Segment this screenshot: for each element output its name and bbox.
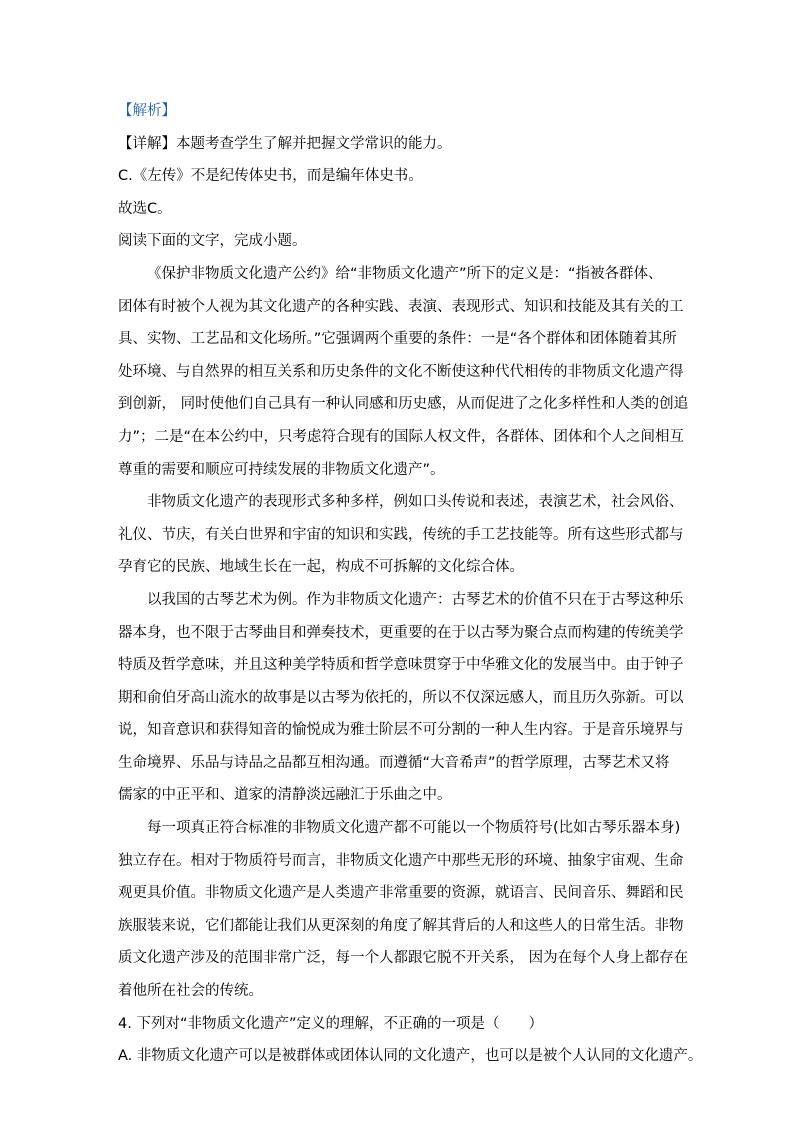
paragraph-line: 族服装来说，它们都能让我们从更深刻的角度了解其背后的人和这些人的日常生活。非物 <box>118 917 684 934</box>
paragraph-line: 独立存在。相对于物质符号而言，非物质文化遗产中那些无形的环境、抽象宇宙观、生命 <box>118 852 684 869</box>
paragraph-line: 生命境界、乐品与诗品之品都互相沟通。而遵循“大音希声”的哲学原理，古琴艺术又将 <box>118 754 670 771</box>
analysis-detail: 【详解】本题考查学生了解并把握文学常识的能力。 <box>118 135 452 152</box>
paragraph-line: 处环境、与自然界的相互关系和历史条件的文化不断使这种代代相传的非物质文化遗产得 <box>118 363 684 380</box>
paragraph-line: 团体有时被个人视为其文化遗产的各种实践、表演、表现形式、知识和技能及其有关的工 <box>118 298 684 315</box>
paragraph-line: 儒家的中正平和、道家的清静淡远融汇于乐曲之中。 <box>118 787 452 804</box>
document-page <box>118 100 703 1078</box>
paragraph-line: 《保护非物质文化遗产公约》给“非物质文化遗产”所下的定义是：“指被各群体、 <box>147 265 663 282</box>
paragraph-line: 到创新， 同时使他们自己具有一种认同感和历史感，从而促进了之化多样性和人类的创追 <box>118 396 689 413</box>
paragraph-line: 每一项真正符合标准的非物质文化遗产都不可能以一个物质符号(比如古琴乐器本身) <box>147 820 681 837</box>
paragraph-line: 质文化遗产涉及的范围非常广泛，每一个人都跟它脱不开关系， 因为在每个人身上都存在 <box>118 950 689 967</box>
option-a: A. 非物质文化遗产可以是被群体或团体认同的文化遗产，也可以是被个人认同的文化遗产。 <box>118 1048 703 1065</box>
paragraph-line: 力”；二是“在本公约中，只考虑符合现有的国际人权文件，各群体、团体和个人之间相互 <box>118 428 685 445</box>
paragraph-line: 尊重的需要和顺应可持续发展的非物质文化遗产”。 <box>118 461 445 478</box>
paragraph-line: 具、实物、工艺品和文化场所。”它强调两个重要的条件：一是“各个群体和团体随着其所 <box>118 331 677 348</box>
question-stem: 4. 下列对“非物质文化遗产”定义的理解，不正确的一项是（ ） <box>118 1015 543 1032</box>
paragraph-line: 礼仪、节庆，有关白世界和宇宙的知识和实践，传统的手工艺技能等。所有这些形式都与 <box>118 526 684 543</box>
paragraph-line: 孕育它的民族、地域生长在一起，构成不可拆解的文化综合体。 <box>118 559 524 576</box>
paragraph-line: 特质及哲学意味，并且这种美学特质和哲学意味贯穿于中华雅文化的发展当中。由于钟子 <box>118 657 684 674</box>
paragraph-line: 观更具价值。非物质文化遗产是人类遗产非常重要的资源，就语言、民间音乐、舞蹈和民 <box>118 885 684 902</box>
passage-paragraph <box>118 589 684 808</box>
passage-paragraph <box>118 817 689 1003</box>
analysis-heading: 【解析】 <box>118 103 176 119</box>
passage-paragraph <box>118 491 684 579</box>
analysis-c-note: C.《左传》不是纪传体史书，而是编年体史书。 <box>118 168 423 185</box>
passage-paragraph <box>118 263 689 482</box>
paragraph-line: 非物质文化遗产的表现形式多种多样，例如口头传说和表述，表演艺术，社会风俗、 <box>147 494 684 511</box>
paragraph-line: 以我国的古琴艺术为例。作为非物质文化遗产：古琴艺术的价值不只在于古琴这种乐 <box>147 591 684 608</box>
paragraph-line: 说，知音意识和获得知音的愉悦成为雅士阶层不可分割的一种人生内容。于是音乐境界与 <box>118 722 684 739</box>
reading-instruction: 阅读下面的文字，完成小题。 <box>118 233 307 250</box>
paragraph-line: 器本身，也不限于古琴曲目和弹奏技术，更重要的在于以古琴为聚合点而构建的传统美学 <box>118 624 684 641</box>
analysis-choice: 故选C。 <box>118 200 172 217</box>
paragraph-line: 期和俞伯牙高山流水的故事是以古琴为依托的，所以不仅深远感人，而且历久弥新。可以 <box>118 689 684 706</box>
paragraph-line: 着他所在社会的传统。 <box>118 983 263 1000</box>
